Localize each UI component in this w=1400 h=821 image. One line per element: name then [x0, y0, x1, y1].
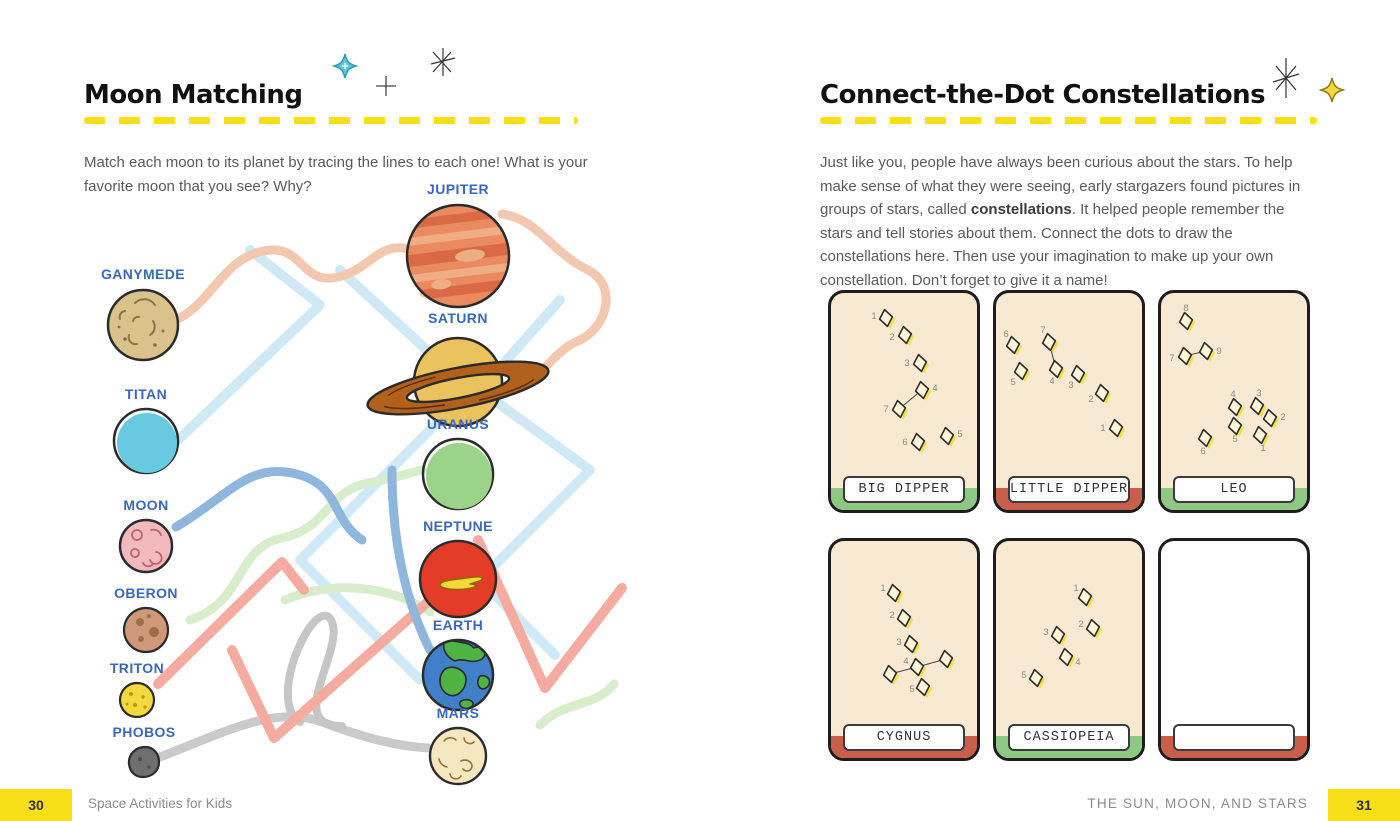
triton-icon	[117, 680, 157, 720]
moon-label: PHOBOS	[112, 724, 176, 740]
planet-label: SATURN	[428, 310, 488, 326]
star-number: 8	[1183, 303, 1189, 314]
star-number: 5	[957, 429, 963, 440]
star-number: 2	[1088, 394, 1094, 405]
star-number: 5	[909, 684, 915, 695]
page-number-right: 31	[1328, 789, 1400, 821]
phobos-icon	[126, 744, 162, 780]
star-number: 9	[1216, 346, 1222, 357]
star-diamond-icon	[1262, 408, 1281, 430]
star-number: 2	[889, 332, 895, 343]
planet-label: JUPITER	[427, 181, 489, 197]
constellation-name-box	[1008, 476, 1130, 503]
star-diamond-icon	[1058, 647, 1077, 669]
star-diamond-icon	[910, 432, 929, 454]
star-number: 7	[883, 404, 889, 415]
star-diamond-icon	[1108, 418, 1127, 440]
planet-neptune	[397, 518, 519, 620]
footer-book-title: Space Activities for Kids	[88, 796, 233, 811]
star-diamond-icon	[1227, 397, 1246, 419]
left-intro-text: Match each moon to its planet by tracing the lines to each one! What is your favorite moon that you see? Why?	[84, 154, 588, 195]
constellation-name: LITTLE DIPPER	[1009, 482, 1129, 497]
constellation-card	[993, 290, 1145, 513]
star-number: 7	[1040, 325, 1046, 336]
uranus-icon	[420, 436, 496, 512]
title-dash-divider	[820, 117, 1317, 124]
star-diamond-icon	[1094, 383, 1113, 405]
page-number-left: 30	[0, 789, 72, 821]
star-number: 1	[1260, 443, 1266, 454]
jupiter-icon	[403, 201, 513, 311]
right-intro-text	[820, 151, 1320, 292]
asterisk-sparkle-icon	[1273, 58, 1299, 98]
star-diamond-icon	[909, 657, 928, 679]
star-diamond-icon	[938, 649, 957, 671]
moon-ganymede	[93, 266, 193, 364]
star-number: 6	[1003, 329, 1009, 340]
constellation-name: LEO	[1220, 482, 1248, 497]
intro-after: . It helped people remember the stars and tell stories about them. Connect the dots to draw the constellations here. Then use your imagination to make up your own constellation. Don’t forget to give it a name!	[820, 201, 1285, 289]
star-diamond-icon	[1198, 341, 1217, 363]
planet-earth	[398, 617, 518, 713]
moon-moon	[96, 497, 196, 575]
intro-bold-word: constellations	[970, 201, 1072, 219]
star-diamond-icon	[1077, 587, 1096, 609]
constellation-name-box	[843, 724, 965, 751]
star-diamond-icon	[1177, 346, 1196, 368]
moon-oberon	[96, 585, 196, 655]
star-diamond-icon	[1050, 625, 1069, 647]
page-title-right: Connect-the-Dot Constellations	[820, 80, 1266, 110]
intro-before: Just like you, people have always been curious about the stars. To help make sense of what they were seeing, early stargazers found pictures in groups of stars, called	[820, 154, 1301, 219]
star-diamond-icon	[1013, 361, 1032, 383]
page-title-left: Moon Matching	[84, 80, 303, 110]
star-number: 2	[1078, 619, 1084, 630]
constellation-name: BIG DIPPER	[858, 482, 950, 497]
yellow-sparkle-icon	[1321, 78, 1343, 102]
star-diamond-icon	[915, 677, 934, 699]
moon-label: OBERON	[114, 585, 178, 601]
star-number: 4	[932, 383, 938, 394]
star-number: 3	[1068, 380, 1074, 391]
star-diamond-icon	[896, 608, 915, 630]
star-diamond-icon	[882, 664, 901, 686]
star-number: 1	[880, 583, 886, 594]
moon-label: GANYMEDE	[100, 266, 186, 282]
constellation-name-box	[1008, 724, 1130, 751]
earth-icon	[420, 637, 496, 713]
moon-phobos	[94, 724, 194, 780]
star-number: 1	[1073, 583, 1079, 594]
star-number: 4	[1049, 376, 1055, 387]
star-number: 5	[1232, 434, 1238, 445]
moon-triton	[87, 660, 187, 720]
oberon-icon	[121, 605, 171, 655]
mars-icon	[427, 725, 489, 787]
star-diamond-icon	[886, 583, 905, 605]
star-number: 6	[902, 437, 908, 448]
star-diamond-icon	[878, 308, 897, 330]
star-number: 6	[1200, 446, 1206, 457]
planet-uranus	[398, 416, 518, 512]
moon-label: TRITON	[109, 660, 165, 676]
star-number: 3	[1043, 627, 1049, 638]
star-diamond-icon	[1085, 618, 1104, 640]
star-diamond-icon	[1028, 668, 1047, 690]
moon-titan	[96, 386, 196, 476]
star-number: 7	[1169, 353, 1175, 364]
constellation-name-box	[1173, 724, 1295, 751]
constellation-name-box	[843, 476, 965, 503]
star-number: 4	[1075, 657, 1081, 668]
star-number: 3	[896, 637, 902, 648]
star-number: 2	[1280, 412, 1286, 423]
constellation-card	[993, 538, 1145, 761]
constellation-card	[828, 290, 980, 513]
sparkle-decorations-right	[1268, 56, 1358, 116]
star-diamond-icon	[1178, 311, 1197, 333]
footer-chapter-title: THE SUN, MOON, AND STARS	[1087, 796, 1308, 811]
star-number: 1	[871, 311, 877, 322]
star-number: 2	[889, 610, 895, 621]
titan-icon	[111, 406, 181, 476]
moon-icon	[117, 517, 175, 575]
moon-label: TITAN	[124, 386, 168, 402]
planet-label: NEPTUNE	[423, 518, 493, 534]
planet-label: URANUS	[426, 416, 490, 432]
planet-jupiter	[398, 181, 518, 311]
neptune-icon	[417, 538, 499, 620]
star-number: 5	[1021, 670, 1027, 681]
constellation-card	[828, 538, 980, 761]
star-diamond-icon	[914, 380, 933, 402]
star-diamond-icon	[939, 426, 958, 448]
planet-mars	[398, 705, 518, 787]
star-diamond-icon	[897, 325, 916, 347]
star-number: 1	[1100, 423, 1106, 434]
star-number: 4	[1230, 389, 1236, 400]
star-number: 4	[903, 656, 909, 667]
constellation-name: CYGNUS	[876, 730, 932, 745]
constellation-card	[1158, 538, 1310, 761]
constellation-card	[1158, 290, 1310, 513]
star-number: 5	[1010, 377, 1016, 388]
ganymede-icon	[104, 286, 182, 364]
star-number: 3	[904, 358, 910, 369]
star-diamond-icon	[903, 634, 922, 656]
star-number: 3	[1256, 388, 1262, 399]
star-diamond-icon	[912, 353, 931, 375]
constellation-name: CASSIOPEIA	[1023, 730, 1115, 745]
planet-label: MARS	[436, 705, 480, 721]
moon-label: MOON	[123, 497, 169, 513]
constellation-name-box	[1173, 476, 1295, 503]
planet-label: EARTH	[432, 617, 484, 633]
